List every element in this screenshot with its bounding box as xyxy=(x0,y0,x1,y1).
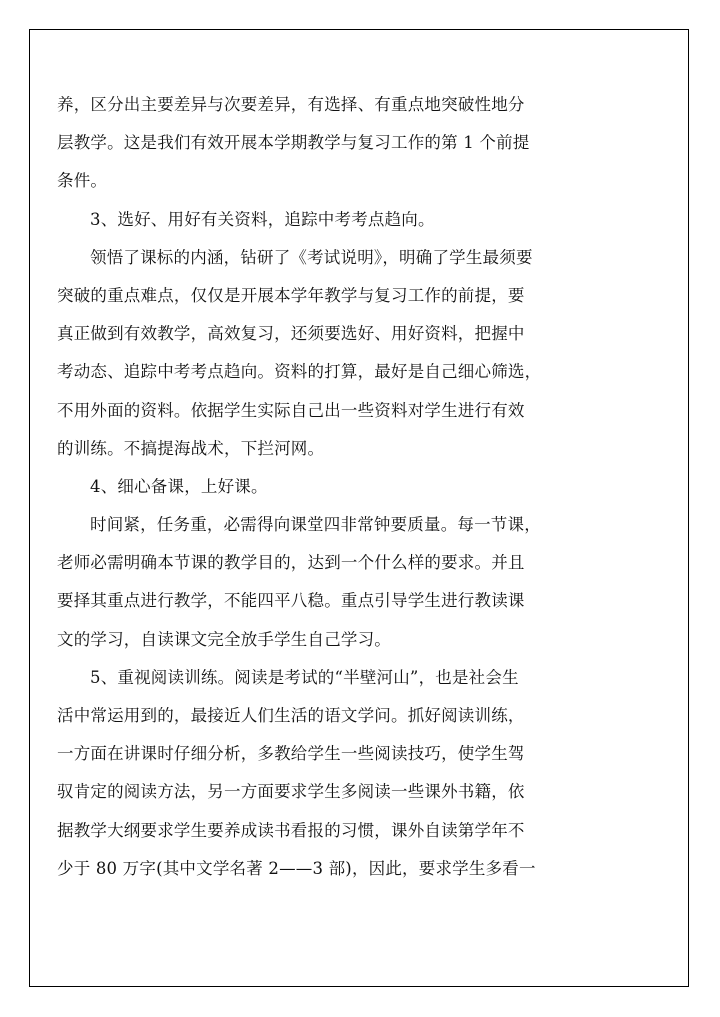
text-line: 不用外面的资料。依据学生实际自己出一些资料对学生进行有效 xyxy=(57,400,525,420)
text-line: 条件。 xyxy=(57,171,108,191)
text-line: 层教学。这是我们有效开展本学期教学与复习工作的第 1 个前提 xyxy=(57,133,530,153)
text-line: 文的学习，自读课文完全放手学生自己学习。 xyxy=(57,629,391,649)
text-line: 要择其重点进行教学，不能四平八稳。重点引导学生进行教读课 xyxy=(57,591,525,611)
text-line: 的训练。不搞提海战术，下拦河网。 xyxy=(57,438,325,458)
text-line: 考动态、追踪中考考点趋向。资料的打算，最好是自己细心筛选， xyxy=(57,362,542,382)
section-heading: 3、选好、用好有关资料，追踪中考考点趋向。 xyxy=(90,209,435,229)
section-heading: 5、重视阅读训练。阅读是考试的“半壁河山”，也是社会生 xyxy=(90,667,519,687)
text-line: 驭肯定的阅读方法，另一方面要求学生多阅读一些课外书籍，依 xyxy=(57,782,525,802)
text-line: 据教学大纲要求学生要养成读书看报的习惯，课外自读第学年不 xyxy=(57,820,525,840)
text-line: 一方面在讲课时仔细分析，多教给学生一些阅读技巧，使学生驾 xyxy=(57,744,525,764)
text-line: 领悟了课标的内涵，钻研了《考试说明》，明确了学生最须要 xyxy=(90,247,533,267)
text-line: 时间紧，任务重，必需得向课堂四非常钟要质量。每一节课， xyxy=(90,515,541,535)
text-line: 老师必需明确本节课的教学目的，达到一个什么样的要求。并且 xyxy=(57,553,525,573)
document-body xyxy=(57,86,637,888)
text-line: 养，区分出主要差异与次要差异，有选择、有重点地突破性地分 xyxy=(57,95,525,114)
text-line: 少于 80 万字(其中文学名著 2——3 部)，因此，要求学生多看一 xyxy=(57,858,536,878)
text-line: 突破的重点难点，仅仅是开展本学年教学与复习工作的前提，要 xyxy=(57,285,525,305)
text-line: 真正做到有效教学，高效复习，还须要选好、用好资料，把握中 xyxy=(57,324,525,344)
text-line: 活中常运用到的，最接近人们生活的语文学问。抓好阅读训练， xyxy=(57,706,525,725)
section-heading: 4、细心备课，上好课。 xyxy=(90,476,268,496)
